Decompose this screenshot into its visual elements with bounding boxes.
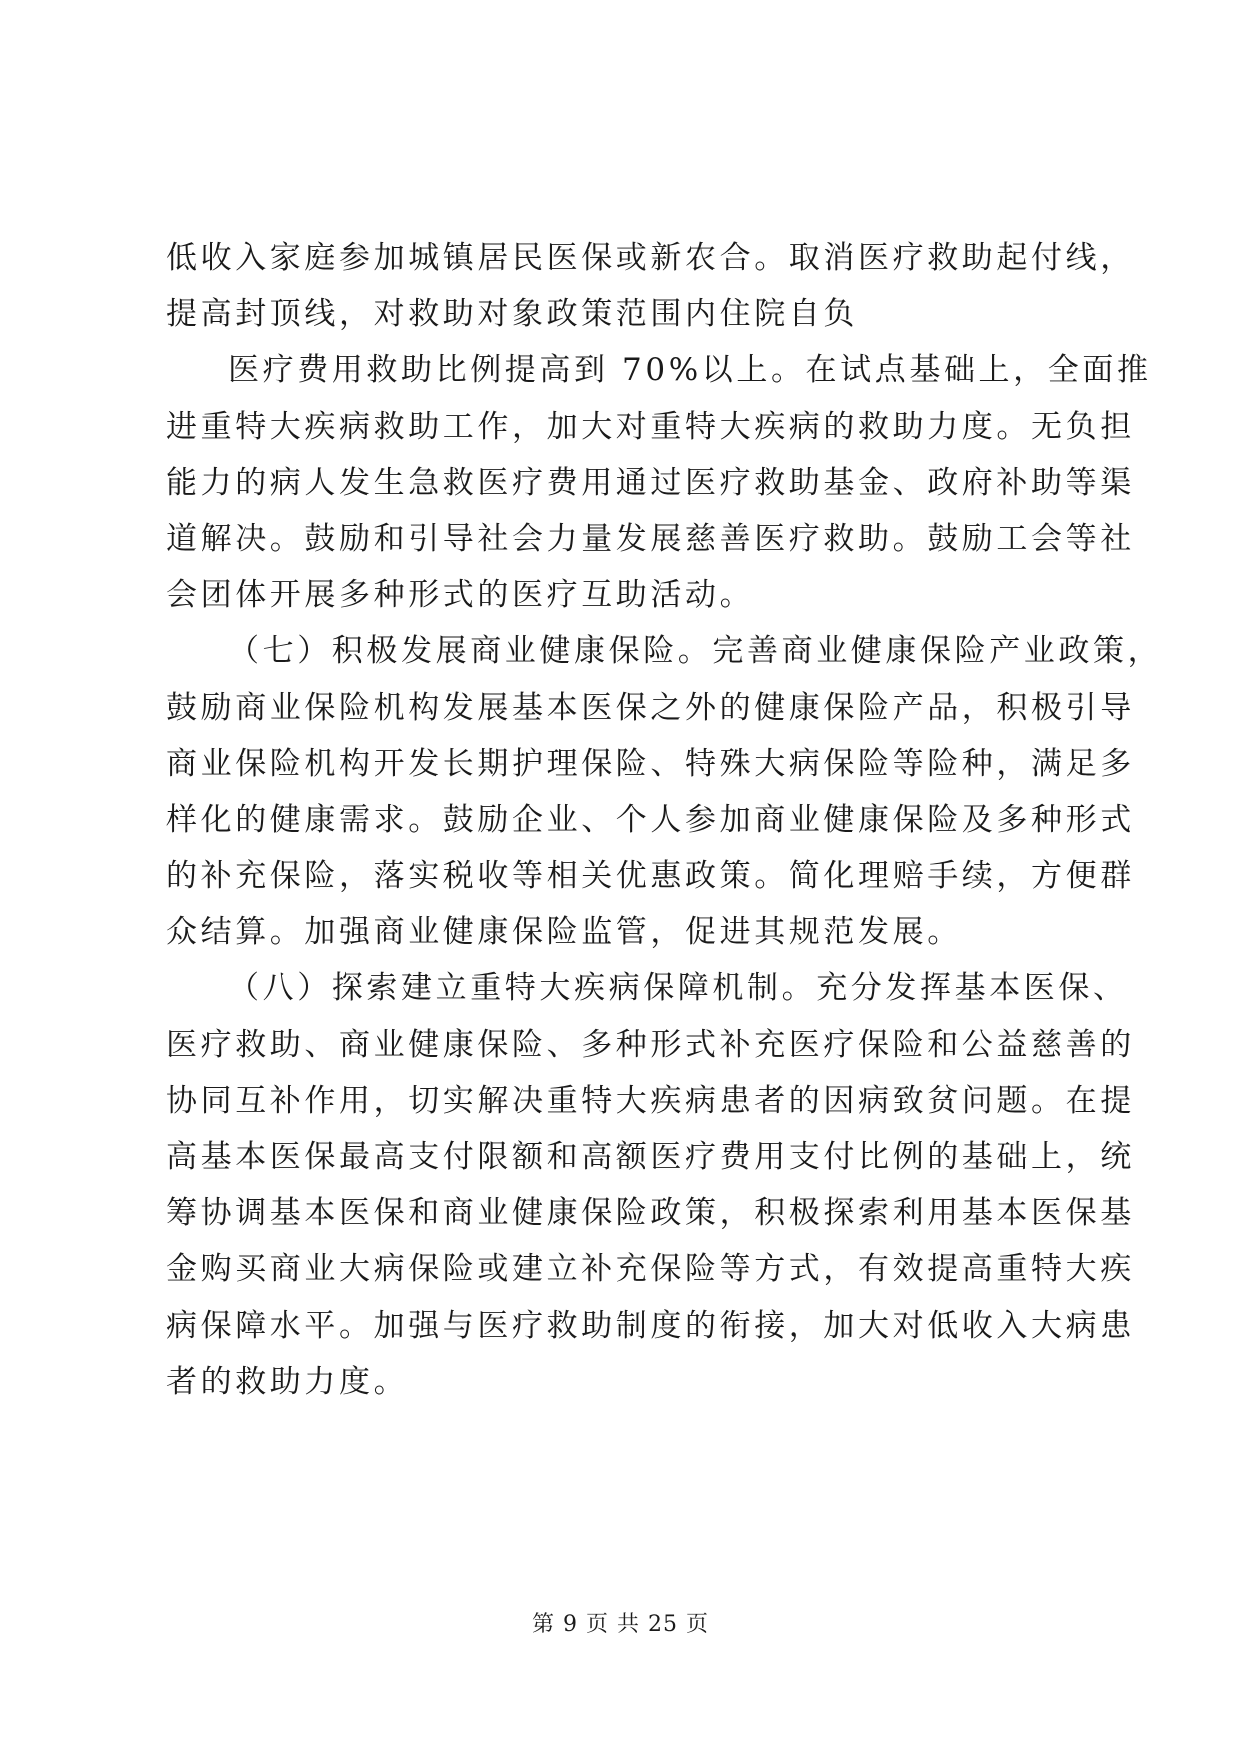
text-line-10: 商业保险机构开发长期护理保险、特殊大病保险等险种，满足多 — [166, 745, 1135, 782]
text-line-3: 医疗费用救助比例提高到 70%以上。在试点基础上，全面推 — [228, 352, 1152, 389]
text-line-16: 协同互补作用，切实解决重特大疾病患者的因病致贫问题。在提 — [166, 1082, 1135, 1119]
text-line-4: 进重特大疾病救助工作，加大对重特大疾病的救助力度。无负担 — [166, 408, 1135, 445]
body-text — [166, 230, 1163, 1410]
text-line-8: （七）积极发展商业健康保险。完善商业健康保险产业政策， — [228, 633, 1163, 670]
text-line-5: 能力的病人发生急救医疗费用通过医疗救助基金、政府补助等渠 — [166, 464, 1135, 501]
text-line-11: 样化的健康需求。鼓励企业、个人参加商业健康保险及多种形式 — [166, 801, 1135, 838]
text-line-18: 筹协调基本医保和商业健康保险政策，积极探索利用基本医保基 — [166, 1195, 1135, 1232]
text-line-6: 道解决。鼓励和引导社会力量发展慈善医疗救助。鼓励工会等社 — [166, 520, 1135, 557]
text-line-15: 医疗救助、商业健康保险、多种形式补充医疗保险和公益慈善的 — [166, 1026, 1135, 1063]
text-line-12: 的补充保险，落实税收等相关优惠政策。简化理赔手续，方便群 — [166, 858, 1135, 895]
text-line-2: 提高封顶线，对救助对象政策范围内住院自负 — [166, 296, 858, 333]
text-line-19: 金购买商业大病保险或建立补充保险等方式，有效提高重特大疾 — [166, 1251, 1135, 1288]
text-line-20: 病保障水平。加强与医疗救助制度的衔接，加大对低收入大病患 — [166, 1307, 1135, 1344]
text-line-17: 高基本医保最高支付限额和高额医疗费用支付比例的基础上，统 — [166, 1139, 1135, 1175]
text-line-14: （八）探索建立重特大疾病保障机制。充分发挥基本医保、 — [228, 970, 1128, 1007]
text-line-13: 众结算。加强商业健康保险监管，促进其规范发展。 — [166, 914, 962, 951]
text-line-9: 鼓励商业保险机构发展基本医保之外的健康保险产品，积极引导 — [166, 689, 1135, 726]
text-line-21: 者的救助力度。 — [166, 1363, 409, 1400]
text-line-7: 会团体开展多种形式的医疗互助活动。 — [166, 577, 755, 614]
text-line-1: 低收入家庭参加城镇居民医保或新农合。取消医疗救助起付线， — [166, 240, 1135, 276]
page-number-footer: 第 9 页 共 25 页 — [532, 1612, 709, 1637]
